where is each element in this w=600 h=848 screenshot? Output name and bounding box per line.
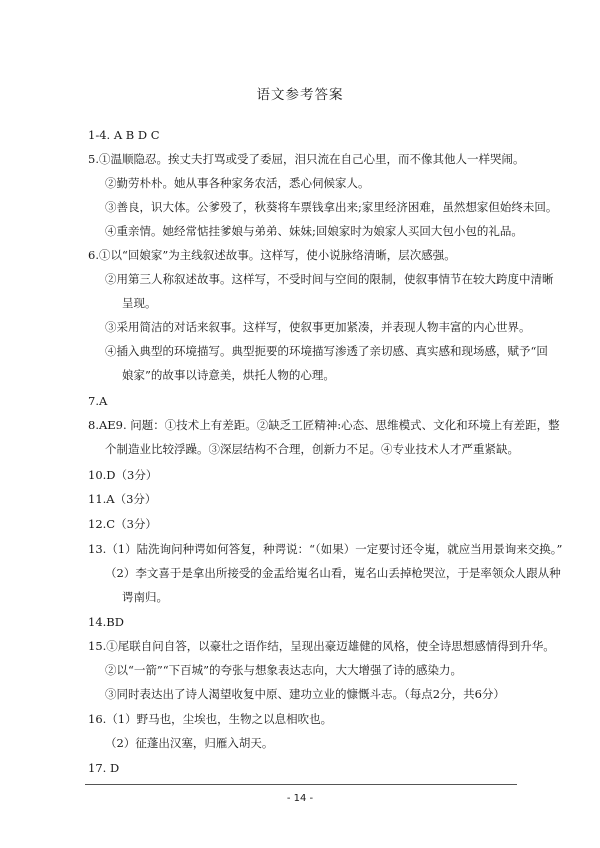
answer-line: 呈现。 — [122, 296, 157, 310]
answer-line: 17. D — [88, 761, 120, 775]
answer-line: 16.（1）野马也，尘埃也，生物之以息相吹也。 — [88, 712, 333, 726]
answer-line: ③采用简洁的对话来叙事。这样写，使叙事更加紧凑，并表现人物丰富的内心世界。 — [105, 320, 531, 334]
answer-line: ②以“一箭”“下百城”的夸张与想象表达志向，大大增强了诗的感染力。 — [105, 663, 463, 677]
answer-line: 11.A（3分） — [88, 492, 157, 506]
answer-line: 13.（1）陆洗询问种谔如何答复，种谔说：“（如果）一定要讨还令嵬，就应当用景询来交换。” — [88, 542, 563, 556]
page-number: - 14 - — [286, 793, 314, 804]
answer-line: 1-4. A B D C — [88, 128, 160, 142]
answer-line: 5.①温顺隐忍。挨丈夫打骂或受了委屈，泪只流在自己心里，而不像其他人一样哭闹。 — [88, 152, 525, 166]
answer-line: ②勤劳朴朴。她从事各种家务农活，悉心伺候家人。 — [105, 176, 370, 190]
answer-line: 谔南归。 — [122, 590, 168, 604]
answer-line: ③善良，识大体。公爹殁了，秋葵将车票钱拿出来;家里经济困难，虽然想家但始终未回。 — [105, 200, 558, 214]
answer-line: ②用第三人称叙述故事。这样写，不受时间与空间的限制，使叙事情节在较大跨度中清晰 — [105, 272, 554, 286]
document-title: 语文参考答案 — [256, 87, 344, 103]
answer-line: 14.BD — [88, 615, 124, 629]
answer-line: ④重亲情。她经常惦挂爹娘与弟弟、妹妹;回娘家时为娘家人买回大包小包的礼品。 — [105, 224, 523, 238]
answer-line: ④插入典型的环境描写。典型扼要的环境描写渗透了亲切感、真实感和现场感，赋予“回 — [105, 344, 548, 358]
answer-line: 娘家”的故事以诗意美，烘托人物的心理。 — [122, 368, 335, 382]
answer-line: 6.①以“回娘家”为主线叙述故事。这样写，使小说脉络清晰，层次感强。 — [88, 248, 456, 262]
answer-line: 个制造业比较浮躁。③深层结构不合理，创新力不足。④专业技术人才严重紧缺。 — [105, 442, 519, 456]
answer-line: 8.AE9. 问题：①技术上有差距。②缺乏工匠精神:心态、思维模式、文化和环境上有差距，整 — [88, 418, 560, 432]
answer-line: （2）李文喜于是拿出所接受的金盂给嵬名山看，嵬名山丢掉枪哭泣，于是率领众人跟从种 — [105, 566, 561, 580]
answer-line: ③同时表达出了诗人渴望收复中原、建功立业的慷慨斗志。（每点2分，共6分） — [105, 687, 505, 701]
answer-line: 7.A — [88, 394, 108, 408]
answer-line: 15.①尾联自问自答，以豪壮之语作结，呈现出豪迈雄健的风格，使全诗思想感情得到升华。 — [88, 639, 555, 653]
footer-divider — [85, 784, 517, 785]
answer-line: 12.C（3分） — [88, 517, 157, 531]
answer-line: （2）征蓬出汉塞，归雁入胡天。 — [105, 736, 274, 750]
answer-line: 10.D（3分） — [88, 468, 158, 482]
